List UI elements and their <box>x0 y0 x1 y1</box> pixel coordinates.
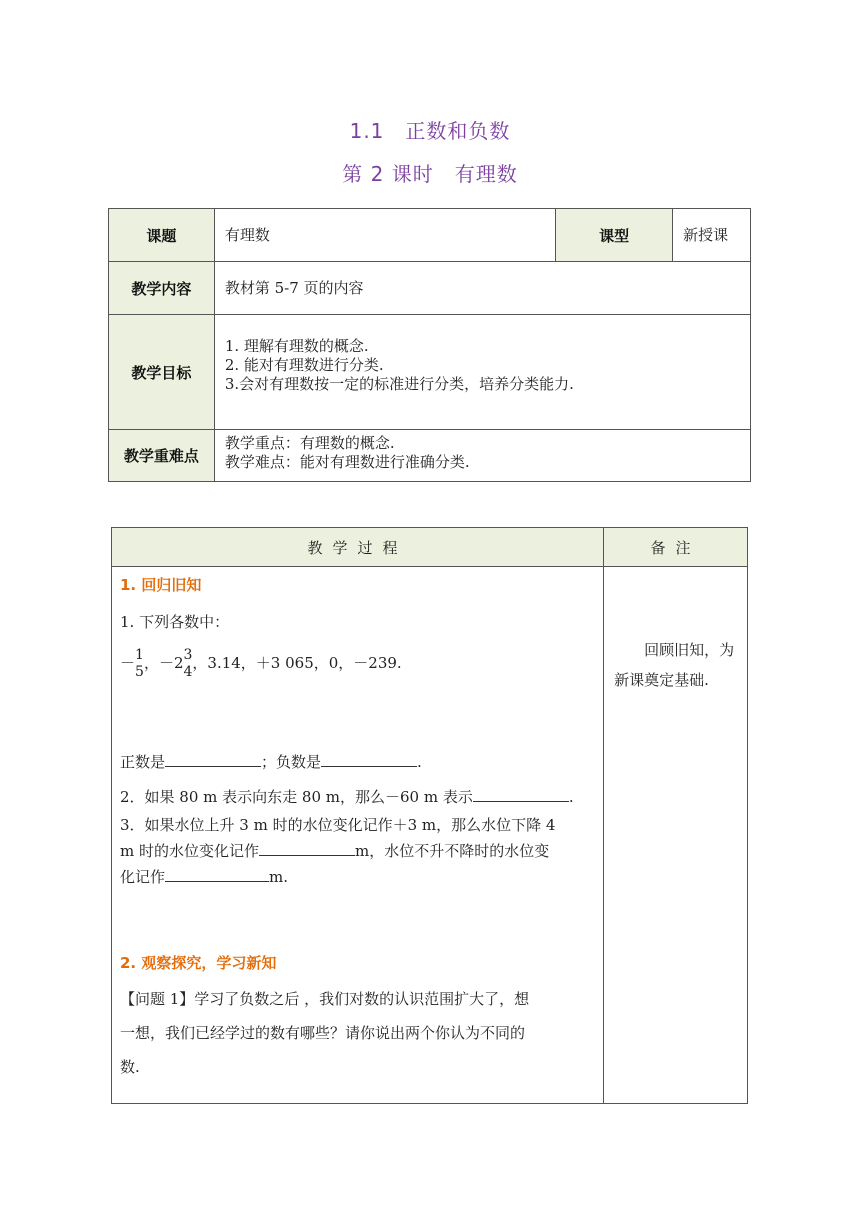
process-header: 教学过程 <box>112 528 604 567</box>
teaching-process-table <box>111 527 748 1104</box>
question-3-blank-1 <box>259 841 355 856</box>
fraction-one-fifth: 1 5 <box>135 647 144 680</box>
problem-1-line-1: 【问题 1】学习了负数之后 ，我们对数的认识范围扩大了，想 <box>120 990 530 1008</box>
positive-blank <box>165 752 261 767</box>
type-value: 新授课 <box>673 209 751 262</box>
question-1-numbers: － 1 5 ，－2 3 4 ，3.14，＋3 065，0，－239. <box>120 647 402 680</box>
question-2-blank <box>473 787 569 802</box>
topic-value: 有理数 <box>214 209 555 262</box>
section-explore-title: 2. 观察探究，学习新知 <box>120 954 277 972</box>
goal-item: 2. 能对有理数进行分类. <box>224 356 384 374</box>
goal-item: 1. 理解有理数的概念. <box>224 337 369 355</box>
problem-1-line-3: 数. <box>120 1058 140 1076</box>
goals-value <box>214 315 750 430</box>
key-points-label: 教学重难点 <box>109 430 215 482</box>
question-1-intro: 1. 下列各数中： <box>120 613 230 631</box>
question-2: 2．如果 80 m 表示向东走 80 m，那么－60 m 表示 . <box>120 788 574 806</box>
question-3-blank-2 <box>165 867 269 882</box>
notes-header: 备注 <box>604 528 748 567</box>
section-review-title: 1. 回归旧知 <box>120 576 202 594</box>
content-label: 教学内容 <box>109 262 215 315</box>
topic-label: 课题 <box>109 209 215 262</box>
goals-label: 教学目标 <box>109 315 215 430</box>
key-point: 教学重点：有理数的概念. <box>224 434 395 452</box>
process-content <box>112 567 604 1104</box>
lesson-subtitle: 第 2 课时 有理数 <box>342 162 518 186</box>
question-3-line-1: 3．如果水位上升 3 m 时的水位变化记作＋3 m，那么水位下降 4 <box>120 816 556 834</box>
lesson-info-table <box>108 208 751 482</box>
note-text: 回顾旧知，为新课奠定基础. <box>614 641 735 689</box>
negative-blank <box>321 752 417 767</box>
question-3-line-3: 化记作 m. <box>120 868 289 886</box>
content-value: 教材第 5-7 页的内容 <box>214 262 750 315</box>
key-point: 教学难点：能对有理数进行准确分类. <box>224 453 470 471</box>
question-1-answer-line: 正数是 ；负数是 . <box>120 753 422 771</box>
lesson-title: 1.1 正数和负数 <box>349 119 511 143</box>
fraction-three-quarters: 3 4 <box>183 647 193 680</box>
key-points-value <box>214 430 750 482</box>
question-3-line-2: m 时的水位变化记作 m，水位不升不降时的水位变 <box>120 842 550 860</box>
goal-item: 3.会对有理数按一定的标准进行分类，培养分类能力. <box>224 375 574 393</box>
notes-cell <box>604 567 748 1104</box>
type-label: 课型 <box>556 209 673 262</box>
problem-1-line-2: 一想，我们已经学过的数有哪些？请你说出两个你认为不同的 <box>120 1024 526 1042</box>
